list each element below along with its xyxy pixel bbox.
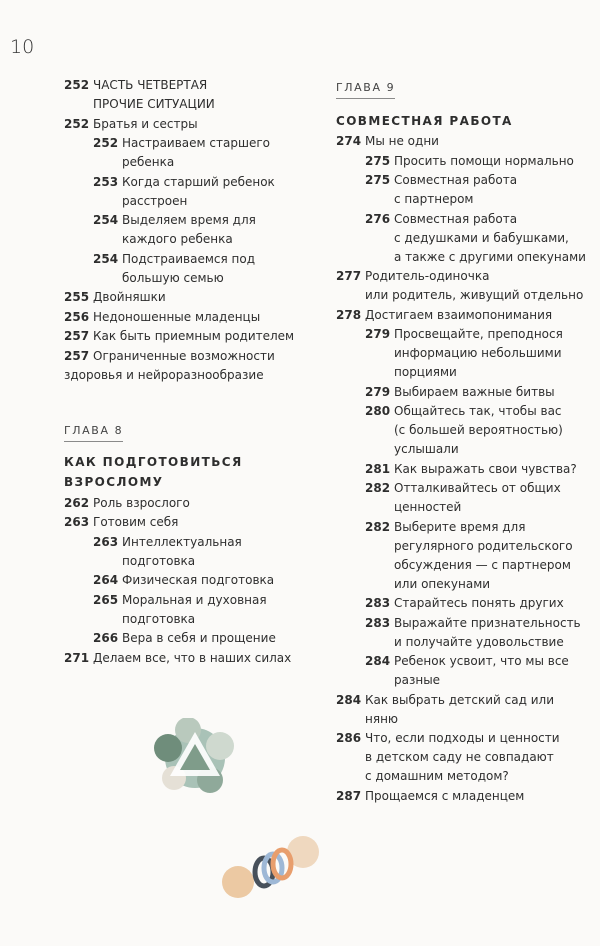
toc-page-number: 279 [365,327,391,341]
toc-entry [64,308,304,327]
toc-title: Общайтесь так, чтобы вас (с большей вероятностью) услышали [394,404,563,456]
toc-subentry [64,591,304,629]
toc-page-number: 264 [93,573,119,587]
toc-subentry [336,383,594,402]
toc-subentry [64,173,304,211]
toc-page-number: 278 [336,307,362,322]
toc-title: Старайтесь понять других [394,596,564,610]
toc-title: Как быть приемным родителем [93,329,295,343]
toc-page-number: 255 [64,290,90,304]
toc-page-number: 266 [93,631,119,645]
toc-subentry [336,152,594,171]
toc-page-number: 254 [93,213,119,227]
toc-entry [64,327,304,346]
toc-entry [64,115,304,134]
toc-entry [336,787,594,806]
toc-entry [336,691,594,729]
toc-title: Делаем все, что в наших силах [93,650,292,665]
toc-subentry [64,250,304,288]
toc-subentry [64,211,304,249]
toc-page-number: 284 [365,654,391,668]
toc-page-number: 280 [365,404,391,418]
toc-title: Интеллектуальная подготовка [122,534,242,568]
toc-entry [64,649,304,668]
toc-page-number: 257 [64,329,90,343]
toc-page-number: 283 [365,596,391,610]
toc-title: Подстраиваемся под большую семью [122,251,255,285]
toc-subentry [336,402,594,459]
chapter-label: ГЛАВА 8 [64,424,123,442]
toc-title: ЧАСТЬ ЧЕТВЕРТАЯ ПРОЧИЕ СИТУАЦИИ [93,78,215,111]
toc-page-number: 254 [93,251,119,266]
toc-title: Просвещайте, преподнося информацию небольшими порциями [394,327,563,379]
toc-subentry [64,629,304,648]
toc-title: Ребенок усвоит, что мы все разные [394,654,569,687]
toc-title: Братья и сестры [93,116,198,131]
toc-title: Родитель-одиночка или родитель, живущий отдельно [365,269,584,302]
toc-title: Совместная работа с партнером [394,173,518,206]
toc-title: Как выражать свои чувства? [394,461,577,476]
toc-title: Отталкивайтесь от общих ценностей [394,481,561,514]
page-number: 10 [10,36,35,58]
toc-entry [336,132,594,151]
toc-subentry [336,594,594,613]
toc-subentry [336,210,594,267]
toc-title: Прощаемся с младенцем [365,788,525,803]
toc-title: Выбираем важные битвы [394,384,555,399]
toc-entry [64,76,304,114]
toc-entry [64,347,304,366]
toc-subentry [336,479,594,517]
toc-page-number: 253 [93,174,119,189]
toc-subentry [336,325,594,382]
toc-entry [64,494,304,513]
toc-page-number: 256 [64,309,90,324]
toc-page-number: 277 [336,269,362,283]
toc-title: Мы не одни [365,134,439,148]
toc-page-number: 263 [93,534,119,549]
toc-entry [336,306,594,325]
toc-title: Что, если подходы и ценности в детском саду не совпадают с домашним методом? [365,731,560,783]
toc-title: Выберите время для регулярного родительского обсуждения — с партнером или опекунами [394,519,573,591]
toc-page-number: 283 [365,615,391,630]
toc-title: Моральная и духовная подготовка [122,592,267,626]
toc-page-number: 252 [64,116,90,131]
toc-part-four [64,76,304,385]
toc-page-number: 252 [64,78,90,92]
toc-title: Ограниченные возможности [93,348,275,363]
toc-page-number: 284 [336,692,362,707]
toc-chapter-8 [64,494,304,668]
toc-subentry [64,571,304,590]
toc-entry [336,729,594,786]
toc-subentry [336,652,594,690]
toc-subentry [64,134,304,172]
toc-title: Вера в себя и прощение [122,631,276,645]
toc-entry [64,288,304,307]
chapter-title: СОВМЕСТНАЯ РАБОТА [336,114,513,128]
toc-subentry [336,518,594,594]
toc-subentry [336,171,594,209]
toc-entry [64,513,304,532]
toc-title: Недоношенные младенцы [93,309,261,324]
toc-page-number: 287 [336,788,362,803]
toc-page-number: 274 [336,134,362,148]
right-column [336,76,594,806]
toc-title: Роль взрослого [93,495,190,510]
toc-title: Совместная работа с дедушками и бабушками, а также с другими опекунами [394,211,586,264]
toc-page-number: 275 [365,153,391,168]
toc-title: Двойняшки [93,290,166,304]
toc-title: Выделяем время для каждого ребенка [122,213,256,246]
toc-page-number: 286 [336,731,362,745]
toc-subentry [64,533,304,571]
toc-page-number: 271 [64,650,90,665]
toc-title: Достигаем взаимопонимания [365,307,553,322]
decorative-rings-illustration [218,832,328,902]
toc-entry [336,267,594,305]
chapter-8-section [64,419,304,668]
chapter-title: КАК ПОДГОТОВИТЬСЯ ВЗРОСЛОМУ [64,454,243,489]
toc-title: Просить помощи нормально [394,153,574,168]
toc-title: Физическая подготовка [122,573,275,587]
toc-title: Выражайте признательность и получайте удовольствие [394,615,581,649]
toc-page-number: 281 [365,461,391,476]
toc-title: Настраиваем старшего ребенка [122,136,270,169]
toc-subentry [336,614,594,652]
toc-title-continuation: здоровья и нейроразнообразие [64,368,264,382]
toc-title: Как выбрать детский сад или няню [365,692,554,726]
toc-page-number: 257 [64,348,90,363]
toc-subentry [336,460,594,479]
decorative-ball-illustration [150,718,240,798]
toc-page-number: 282 [365,519,391,534]
toc-title: Когда старший ребенок расстроен [122,174,275,208]
chapter-label: ГЛАВА 9 [336,81,395,99]
toc-page-number: 265 [93,592,119,607]
toc-page-number: 282 [365,481,391,495]
toc-chapter-9 [336,132,594,806]
toc-title: Готовим себя [93,515,179,529]
toc-page-number: 263 [64,515,90,529]
toc-page-number: 276 [365,211,391,226]
left-column [64,76,304,668]
toc-page-number: 252 [93,136,119,150]
toc-page-number: 262 [64,495,90,510]
toc-page-number: 275 [365,173,391,187]
toc-page-number: 279 [365,384,391,399]
